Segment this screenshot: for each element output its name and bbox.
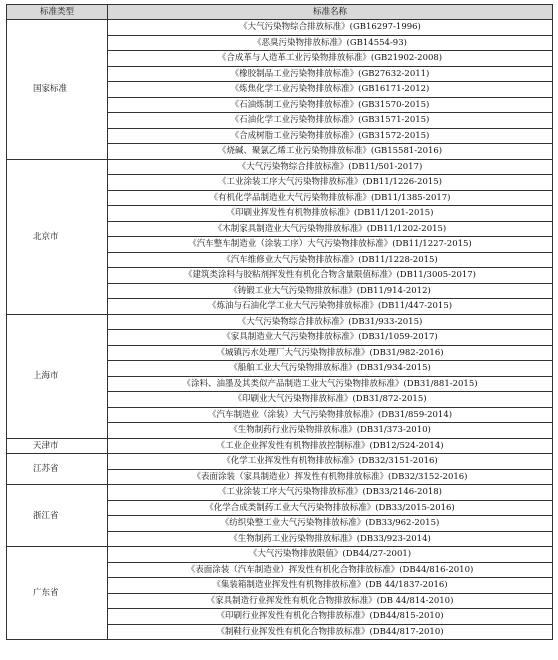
standard-name-cell: 《恶臭污染物排放标准》(GB14554-93): [108, 35, 553, 51]
category-cell: 天津市: [7, 438, 108, 454]
standard-name-cell: 《合成革与人造革工业污染物排放标准》(GB21902-2008): [108, 51, 553, 67]
standard-name-cell: 《烧碱、聚氯乙烯工业污染物排放标准》(GB15581-2016): [108, 144, 553, 160]
standard-name-cell: 《木制家具制造业大气污染物排放标准》(DB11/1202-2015): [108, 221, 553, 237]
category-cell: 江苏省: [7, 454, 108, 485]
table-header: [7, 5, 553, 20]
standard-name-cell: 《大气污染物综合排放标准》(DB31/933-2015): [108, 314, 553, 330]
standard-name-cell: 《汽车维修业大气污染物排放标准》(DB11/1228-2015): [108, 252, 553, 268]
standard-name-cell: 《表面涂装（汽车制造业）挥发性有机化合物排放标准》(DB44/816-2010): [108, 562, 553, 578]
category-cell: 浙江省: [7, 485, 108, 547]
standards-table: [6, 4, 553, 640]
standard-name-cell: 《大气污染物排放限值》(DB44/27-2001): [108, 547, 553, 563]
standard-name-cell: 《汽车整车制造业（涂装工序）大气污染物排放标准》(DB11/1227-2015): [108, 237, 553, 253]
table-row: [7, 159, 553, 175]
standard-name-cell: 《家具制造业大气污染物排放标准》(DB31/1059-2017): [108, 330, 553, 346]
category-cell: 国家标准: [7, 20, 108, 160]
standard-name-cell: 《涂料、油墨及其类似产品制造工业大气污染物排放标准》(DB31/881-2015): [108, 376, 553, 392]
category-cell: 上海市: [7, 314, 108, 438]
table-row: [7, 20, 553, 36]
standard-name-cell: 《船舶工业大气污染物排放标准》(DB31/934-2015): [108, 361, 553, 377]
header-row: [7, 5, 553, 20]
header-standard-name: 标准名称: [108, 5, 553, 20]
standard-name-cell: 《化学合成类制药工业大气污染物排放标准》(DB33/2015-2016): [108, 500, 553, 516]
table-row: [7, 547, 553, 563]
standard-name-cell: 《石油炼制工业污染物排放标准》(GB31570-2015): [108, 97, 553, 113]
standard-name-cell: 《工业企业挥发性有机物排放控制标准》(DB12/524-2014): [108, 438, 553, 454]
standard-name-cell: 《纺织染整工业大气污染物排放标准》(DB33/962-2015): [108, 516, 553, 532]
standard-name-cell: 《生物制药工业污染物排放标准》(DB33/923-2014): [108, 531, 553, 547]
standard-name-cell: 《建筑类涂料与胶粘剂挥发性有机化合物含量限值标准》(DB11/3005-2017): [108, 268, 553, 284]
standard-name-cell: 《大气污染物综合排放标准》(DB11/501-2017): [108, 159, 553, 175]
standard-name-cell: 《工业涂装工序大气污染物排放标准》(DB11/1226-2015): [108, 175, 553, 191]
standard-name-cell: 《印刷业大气污染物排放标准》(DB31/872-2015): [108, 392, 553, 408]
table-row: [7, 485, 553, 501]
standards-table-container: [6, 4, 552, 640]
standard-name-cell: 《表面涂装（家具制造业）挥发性有机物排放标准》(DB32/3152-2016): [108, 469, 553, 485]
standard-name-cell: 《炼油与石油化学工业大气污染物排放标准》(DB11/447-2015): [108, 299, 553, 315]
standard-name-cell: 《橡胶制品工业污染物排放标准》(GB27632-2011): [108, 66, 553, 82]
standard-name-cell: 《家具制造行业挥发性有机化合物排放标准》(DB 44/814-2010): [108, 593, 553, 609]
standard-name-cell: 《炼焦化学工业污染物排放标准》(GB16171-2012): [108, 82, 553, 98]
standard-name-cell: 《石油化学工业污染物排放标准》(GB31571-2015): [108, 113, 553, 129]
standard-name-cell: 《合成树脂工业污染物排放标准》(GB31572-2015): [108, 128, 553, 144]
table-row: [7, 438, 553, 454]
standard-name-cell: 《生物制药行业污染物排放标准》(DB31/373-2010): [108, 423, 553, 439]
standard-name-cell: 《汽车制造业（涂装）大气污染物排放标准》(DB31/859-2014): [108, 407, 553, 423]
category-cell: 广东省: [7, 547, 108, 640]
table-row: [7, 454, 553, 470]
standard-name-cell: 《大气污染物综合排放标准》(GB16297-1996): [108, 20, 553, 36]
standard-name-cell: 《有机化学品制造业大气污染物排放标准》(DB11/1385-2017): [108, 190, 553, 206]
table-row: [7, 314, 553, 330]
standard-name-cell: 《城镇污水处理厂大气污染物排放标准》(DB31/982-2016): [108, 345, 553, 361]
standard-name-cell: 《印刷业挥发性有机物排放标准》(DB11/1201-2015): [108, 206, 553, 222]
standard-name-cell: 《印刷行业挥发性有机化合物排放标准》(DB44/815-2010): [108, 609, 553, 625]
header-standard-type: 标准类型: [7, 5, 108, 20]
standard-name-cell: 《化学工业挥发性有机物排放标准》(DB32/3151-2016): [108, 454, 553, 470]
standard-name-cell: 《工业涂装工序大气污染物排放标准》(DB33/2146-2018): [108, 485, 553, 501]
standard-name-cell: 《集装箱制造业挥发性有机物排放标准》(DB 44/1837-2016): [108, 578, 553, 594]
standard-name-cell: 《制鞋行业挥发性有机化合物排放标准》(DB44/817-2010): [108, 624, 553, 640]
standard-name-cell: 《铸锻工业大气污染物排放标准》(DB11/914-2012): [108, 283, 553, 299]
category-cell: 北京市: [7, 159, 108, 314]
table-body: [7, 20, 553, 640]
